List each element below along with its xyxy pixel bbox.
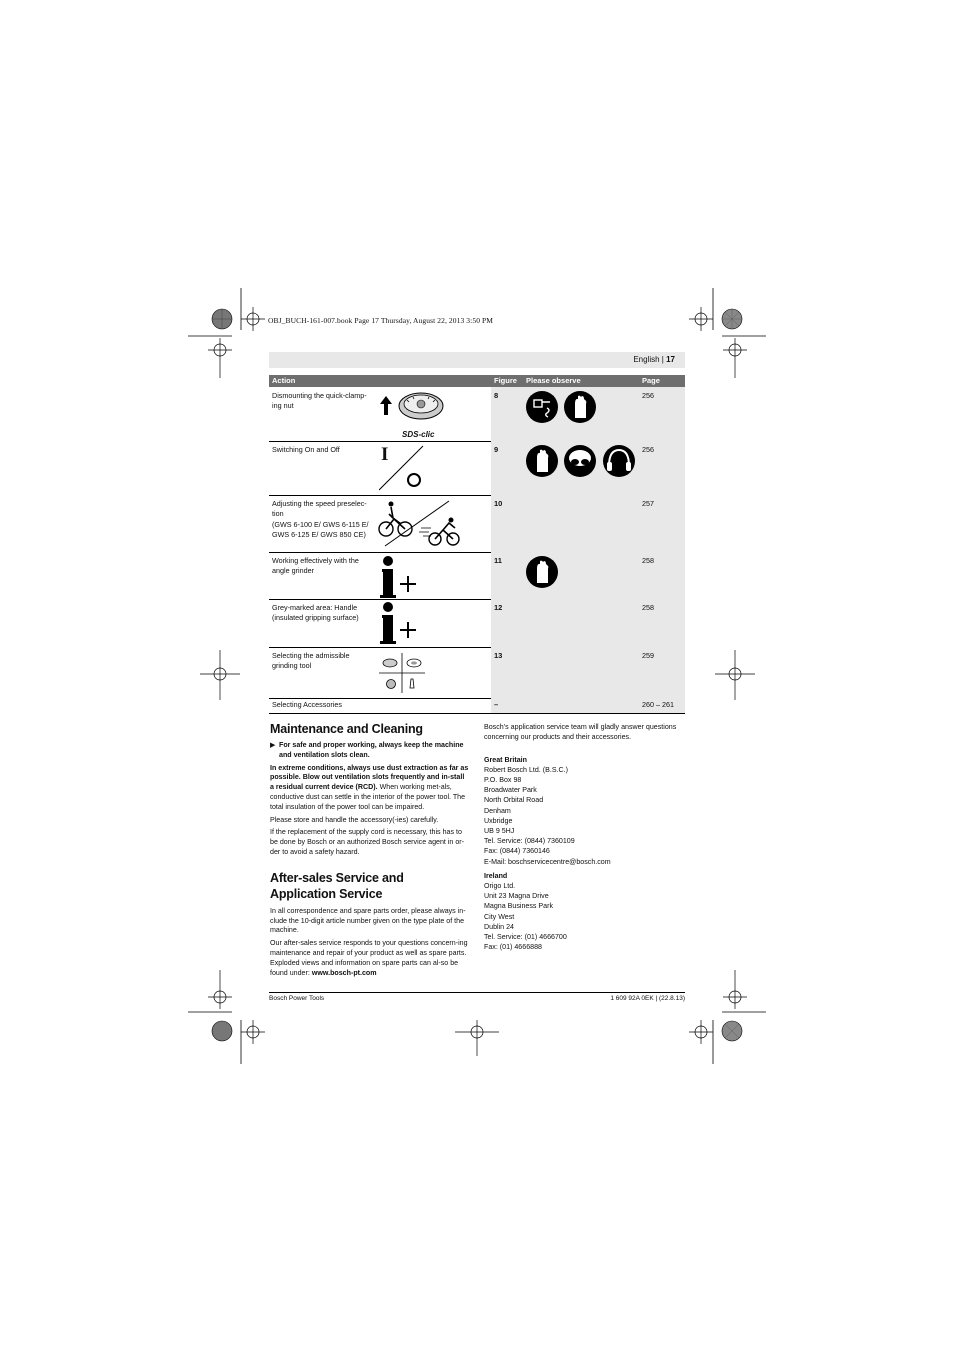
figure-number: –: [494, 700, 499, 709]
header-page: Page: [642, 376, 660, 385]
figure-cell: [491, 698, 639, 713]
registration-mark-icon: [721, 1020, 743, 1042]
figure-number: 8: [494, 391, 499, 400]
ie-address: [484, 881, 686, 952]
action-text: Adjusting the speed preselec-tion: [272, 499, 367, 518]
address-line: Tel. Service: (0844) 7360109: [484, 837, 575, 846]
table-header: [269, 375, 685, 387]
maintenance-paragraph: If the replacement of the supply cord is necessary, this has to be done by Bosch or an authorized Bosch service agent in or-der to avoid a safety hazard.: [270, 828, 465, 856]
aftersales-paragraph: Our after-sales service responds to your questions concern-ing maintenance and repair of your product as well as spare parts. Exploded views and information on spare parts can al-so be found under: www.bosch-pt.com: [270, 939, 468, 977]
footer-brand: Bosch Power Tools: [269, 995, 325, 1002]
action-cell: Working effectively with the angle grinder: [272, 556, 359, 575]
action-cell: Selecting Accessories: [272, 700, 342, 709]
page-ref: 259: [642, 651, 654, 660]
page-header: [269, 352, 685, 368]
page-cell: [639, 495, 685, 552]
registration-mark-icon: [211, 308, 233, 330]
page-cell: [639, 599, 685, 647]
aftersales-paragraph: In all correspondence and spare parts order, please always in-clude the 10-digit article number given on the type plate of the machine.: [270, 906, 466, 935]
table-row: [269, 698, 685, 714]
page-ref: 258: [642, 603, 654, 612]
action-cell: [272, 499, 372, 539]
right-column: [484, 723, 686, 952]
table-row: [269, 387, 685, 442]
address-line: Magna Business Park: [484, 902, 554, 911]
email-line[interactable]: E-Mail: boschservicecentre@bosch.com: [484, 857, 611, 866]
header-figure: Figure: [494, 376, 517, 385]
figure-number: 11: [494, 556, 502, 565]
page-number: 17: [666, 355, 675, 364]
figure-cell: [491, 647, 639, 698]
address-line: North Orbital Road: [484, 796, 544, 805]
address-line: Fax: (0844) 7360146: [484, 847, 550, 856]
registration-mark-icon: [721, 308, 743, 330]
gb-title: Great Britain: [484, 755, 527, 764]
address-line: Origo Ltd.: [484, 882, 516, 891]
gb-address: [484, 765, 686, 867]
left-column: [270, 722, 470, 981]
figure-cell: [491, 387, 639, 441]
registration-mark-icon: [211, 1020, 233, 1042]
header-observe: Please observe: [526, 376, 581, 385]
on-symbol-label: I: [381, 444, 389, 465]
action-cell: Dismounting the quick-clamp-ing nut: [272, 391, 367, 410]
aftersales-heading: After-sales Service and Application Service: [270, 870, 404, 901]
maintenance-bullet: ▶ For safe and proper working, always keep the machine and ventilation slots clean.: [270, 741, 464, 759]
table-row: [269, 441, 685, 496]
gloves-icon: [525, 555, 559, 594]
address-line: Tel. Service: (01) 4666700: [484, 933, 567, 942]
quick-clamp-nut-icon: [377, 390, 447, 433]
page-ref: 256: [642, 391, 654, 400]
page-cell: [639, 387, 685, 441]
grinding-tools-icon: [379, 653, 425, 698]
action-figure-table: [269, 375, 685, 713]
ppe-gloves-goggles-ear-icons: [525, 444, 637, 483]
page-ref: 260 – 261: [642, 700, 674, 709]
info-plus-icon: [379, 602, 419, 649]
maintenance-heading: Maintenance and Cleaning: [270, 722, 423, 736]
ie-title: Ireland: [484, 871, 508, 880]
figure-cell: [491, 441, 639, 495]
service-intro: Bosch’s application service team will gladly answer questions concerning our products and their accessories.: [484, 723, 677, 741]
table-row: [269, 552, 685, 600]
address-line: Uxbridge: [484, 816, 513, 825]
header-action: Action: [272, 376, 296, 385]
page-cell: [639, 698, 685, 713]
figure-number: 9: [494, 445, 499, 454]
speed-preselection-cyclist-icon: [377, 498, 463, 553]
figure-number: 13: [494, 651, 503, 660]
table-row: [269, 599, 685, 648]
figure-number: 10: [494, 499, 503, 508]
page-cell: [639, 441, 685, 495]
wrench-gloves-icons: [525, 390, 597, 429]
address-line: Unit 23 Magna Drive: [484, 892, 549, 901]
action-note: (GWS 6-100 E/ GWS 6-115 E/ GWS 6-125 E/ GWS 850 CE): [272, 520, 369, 539]
address-line: Denham: [484, 806, 511, 815]
footer-rule: [269, 992, 685, 993]
figure-number: 12: [494, 603, 503, 612]
address-line: City West: [484, 912, 515, 921]
figure-cell: [491, 552, 639, 599]
address-line: Fax: (01) 4666888: [484, 943, 542, 952]
info-plus-icon: [379, 556, 419, 603]
print-slug: OBJ_BUCH-161-007.book Page 17 Thursday, August 22, 2013 3:50 PM: [268, 316, 494, 325]
page-ref: 257: [642, 499, 654, 508]
header-language: English: [633, 355, 660, 364]
figure-cell: [491, 599, 639, 647]
action-cell: Selecting the admissible grinding tool: [272, 651, 350, 670]
bosch-link[interactable]: www.bosch-pt.com: [311, 968, 377, 977]
table-row: [269, 495, 685, 553]
address-line: UB 9 5HJ: [484, 827, 515, 836]
on-off-switch-icon: [379, 445, 429, 496]
address-line: Broadwater Park: [484, 786, 537, 795]
maintenance-paragraph: In extreme conditions, always use dust extraction as far as possible. Blow out ventilation slots frequently and in-stall a residual current device (RCD). When working met-als, conductive dust can settle in the interior of the power tool. The total insulation of the power tool can be impaired.: [270, 763, 469, 811]
page-ref: 258: [642, 556, 654, 565]
page-ref: 256: [642, 445, 654, 454]
address-line: Robert Bosch Ltd. (B.S.C.): [484, 765, 568, 774]
bullet-triangle-icon: ▶: [270, 742, 276, 749]
action-cell: Grey-marked area: Handle (insulated gripping surface): [272, 603, 359, 622]
action-cell: Switching On and Off: [272, 445, 340, 454]
table-row: [269, 647, 685, 699]
maintenance-paragraph: Please store and handle the accessory(-ies) carefully.: [270, 815, 439, 824]
page-cell: [639, 552, 685, 599]
footer-doc-number: 1 609 92A 0EK | (22.8.13): [610, 995, 685, 1002]
address-line: P.O. Box 98: [484, 776, 522, 784]
address-line: Dublin 24: [484, 922, 514, 931]
header-language-page: English | 17: [633, 355, 675, 364]
figure-cell: [491, 495, 639, 552]
page-cell: [639, 647, 685, 698]
sds-clic-label: SDS-clic: [402, 430, 435, 439]
